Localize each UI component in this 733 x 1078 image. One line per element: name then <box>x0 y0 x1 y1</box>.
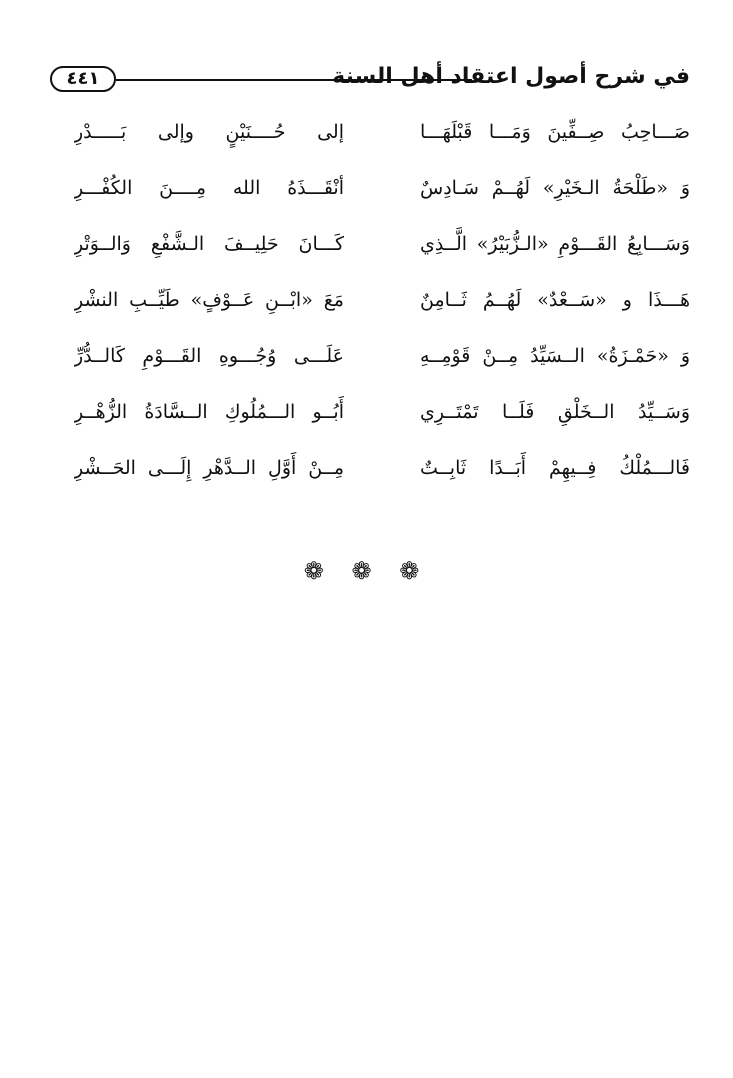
verse <box>60 104 690 160</box>
verse-second-hemistich: مِــنْ أَوَّلِ الــدَّهْرِ إِلَـــى الحَــشْرِ <box>74 457 344 479</box>
page-number-badge: ٤٤١ <box>50 66 116 92</box>
verse-first-hemistich: وَسَـــابِعُ القَـــوْمِ «الـزُّبَيْرُ» الَّــذِي <box>420 233 690 255</box>
verse <box>60 272 690 328</box>
verse <box>60 328 690 384</box>
verse-second-hemistich: كَـــانَ حَلِيــفَ الـشَّفْعِ وَالــوَتْرِ <box>74 233 344 255</box>
page-header <box>50 58 690 104</box>
verse-first-hemistich: وَسَــيِّدُ الــخَلْقِ فَلَــا تَمْتَــرِي <box>420 401 690 423</box>
verse-first-hemistich: فَالـــمُلْكُ فِــيهِمْ أَبَــدًا ثَابِــتٌ <box>420 457 690 479</box>
verse <box>60 384 690 440</box>
verse <box>60 160 690 216</box>
verse-second-hemistich: إلى حُــــنَيْنٍ وإلى بَـــــدْرِ <box>74 121 344 143</box>
poem <box>60 104 690 496</box>
verse-first-hemistich: وَ «طَلْحَةُ الـخَيْرِ» لَهُــمْ سَـادِسٌ <box>420 177 690 199</box>
verse-first-hemistich: هَـــذَا و «سَــعْدٌ» لَهُــمُ ثَــامِنٌ <box>420 289 690 311</box>
verse-second-hemistich: أَبُــو الـــمُلُوكِ الــسَّادَةُ الزُّهْــرِ <box>74 401 344 423</box>
flower-ornament-icon: ❁ <box>303 557 334 585</box>
verse-first-hemistich: صَـــاحِبُ صِــفِّينَ وَمَـــا قَبْلَهَـــا <box>420 121 690 143</box>
flower-ornament-icon: ❁ <box>351 557 382 585</box>
verse-second-hemistich: مَعَ «ابْــنِ عَــوْفٍ» طَيِّــبِ النشْرِ <box>74 289 344 311</box>
running-title: في شرح أصول اعتقاد أهل السنة <box>332 64 690 89</box>
verse-second-hemistich: أنْقَـــذَهُ الله مِــــنَ الكُفْـــرِ <box>74 177 344 199</box>
section-separator <box>0 556 733 586</box>
verse-second-hemistich: عَلَـــى وُجُـــوهِ القَـــوْمِ كَالــدُّرِّ <box>74 345 344 367</box>
verse <box>60 216 690 272</box>
verse <box>60 440 690 496</box>
verse-first-hemistich: وَ «حَمْـزَةُ» الــسَيِّدُ مِــنْ قَوْمِــهِ <box>420 345 690 367</box>
flower-ornament-icon: ❁ <box>399 557 430 585</box>
